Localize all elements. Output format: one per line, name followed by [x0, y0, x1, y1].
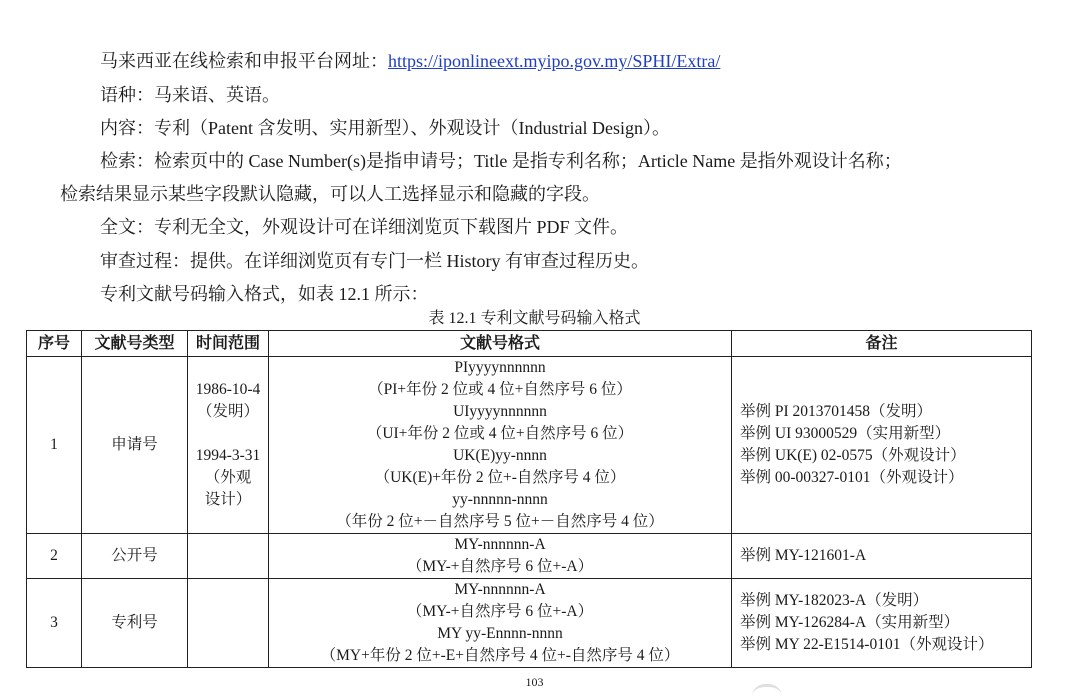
cell-format — [269, 534, 732, 579]
cell-time — [188, 357, 269, 534]
cell-time — [188, 534, 269, 579]
cell-format-line: （MY+年份 2 位+-E+自然序号 4 位+-自然序号 4 位） — [320, 647, 680, 664]
language-line: 语种：马来语、英语。 — [100, 85, 280, 105]
cell-format-line: PIyyyynnnnnn — [454, 359, 546, 376]
cell-no: 2 — [27, 534, 82, 579]
cell-time-line: 1986-10-4 — [195, 381, 261, 398]
cell-format-line: （UK(E)+年份 2 位+-自然序号 4 位） — [374, 469, 626, 486]
cell-no: 3 — [27, 579, 82, 668]
header-format: 文献号格式 — [269, 331, 732, 357]
header-no: 序号 — [27, 331, 82, 357]
cell-notes-line: 举例 MY-121601-A — [740, 547, 867, 564]
cell-format-line: （MY-+自然序号 6 位+-A） — [406, 558, 594, 575]
cell-notes — [732, 534, 1032, 579]
cell-time-line: （发明） — [196, 403, 259, 420]
cell-time-line — [192, 423, 264, 445]
header-type: 文献号类型 — [82, 331, 188, 357]
table-caption: 表 12.1 专利文献号码输入格式 — [428, 310, 641, 327]
cell-format-line: MY-nnnnnn-A — [454, 581, 546, 598]
site-line — [0, 50, 1069, 72]
site-label: 马来西亚在线检索和申报平台网址： — [100, 51, 388, 71]
cell-format — [269, 357, 732, 534]
format-table — [26, 330, 1032, 668]
cell-format-line: UK(E)yy-nnnn — [453, 447, 547, 464]
site-url-link[interactable]: https://iponlineext.myipo.gov.my/SPHI/Extra/ — [388, 51, 721, 71]
table-header-row — [27, 331, 1032, 357]
cell-notes-line: 举例 MY 22-E1514-0101（外观设计） — [740, 636, 994, 653]
cell-notes — [732, 579, 1032, 668]
cell-notes-line: 举例 MY-126284-A（实用新型） — [740, 614, 960, 631]
table-row — [27, 534, 1032, 579]
search-line-1: 检索：检索页中的 Case Number(s)是指申请号；Title 是指专利名称；Article Name 是指外观设计名称； — [100, 151, 902, 171]
cell-format-line: MY yy-Ennnn-nnnn — [437, 625, 563, 642]
header-notes: 备注 — [732, 331, 1032, 357]
cell-format-line: （年份 2 位+－自然序号 5 位+－自然序号 4 位） — [336, 513, 664, 530]
cell-type: 申请号 — [82, 357, 188, 534]
cell-format-line: yy-nnnnn-nnnn — [452, 491, 548, 508]
exam-line: 审查过程：提供。在详细浏览页有专门一栏 History 有审查过程历史。 — [100, 251, 649, 271]
cell-notes — [732, 357, 1032, 534]
header-time: 时间范围 — [188, 331, 269, 357]
cell-time — [188, 579, 269, 668]
cell-time-line: 1994-3-31 — [195, 447, 261, 464]
cell-format — [269, 579, 732, 668]
cell-notes-line: 举例 UK(E) 02-0575（外观设计） — [740, 447, 966, 464]
cell-format-line: UIyyyynnnnnn — [453, 403, 547, 420]
format-intro-line: 专利文献号码输入格式，如表 12.1 所示： — [100, 284, 429, 304]
cell-notes-line: 举例 MY-182023-A（发明） — [740, 592, 929, 609]
cell-format-line: （PI+年份 2 位或 4 位+自然序号 6 位） — [368, 381, 632, 398]
cell-format-line: （UI+年份 2 位或 4 位+自然序号 6 位） — [366, 425, 634, 442]
cell-format-line: （MY-+自然序号 6 位+-A） — [406, 603, 594, 620]
table-row — [27, 357, 1032, 534]
cell-format-line: MY-nnnnnn-A — [454, 536, 546, 553]
cell-no: 1 — [27, 357, 82, 534]
cell-notes-line: 举例 UI 93000529（实用新型） — [740, 425, 951, 442]
page-number: 103 — [525, 675, 544, 689]
fulltext-line: 全文：专利无全文，外观设计可在详细浏览页下载图片 PDF 文件。 — [100, 217, 629, 237]
search-line-2: 检索结果显示某些字段默认隐藏，可以人工选择显示和隐藏的字段。 — [60, 184, 600, 204]
cell-notes-line: 举例 PI 2013701458（发明） — [740, 403, 933, 420]
cell-type: 公开号 — [82, 534, 188, 579]
cell-type: 专利号 — [82, 579, 188, 668]
cell-notes-line: 举例 00-00327-0101（外观设计） — [740, 469, 964, 486]
cell-time-line: 设计） — [204, 491, 252, 508]
table-row — [27, 579, 1032, 668]
cell-time-line: （外观 — [204, 469, 252, 486]
content-line: 内容：专利（Patent 含发明、实用新型）、外观设计（Industrial Design）。 — [100, 118, 670, 138]
